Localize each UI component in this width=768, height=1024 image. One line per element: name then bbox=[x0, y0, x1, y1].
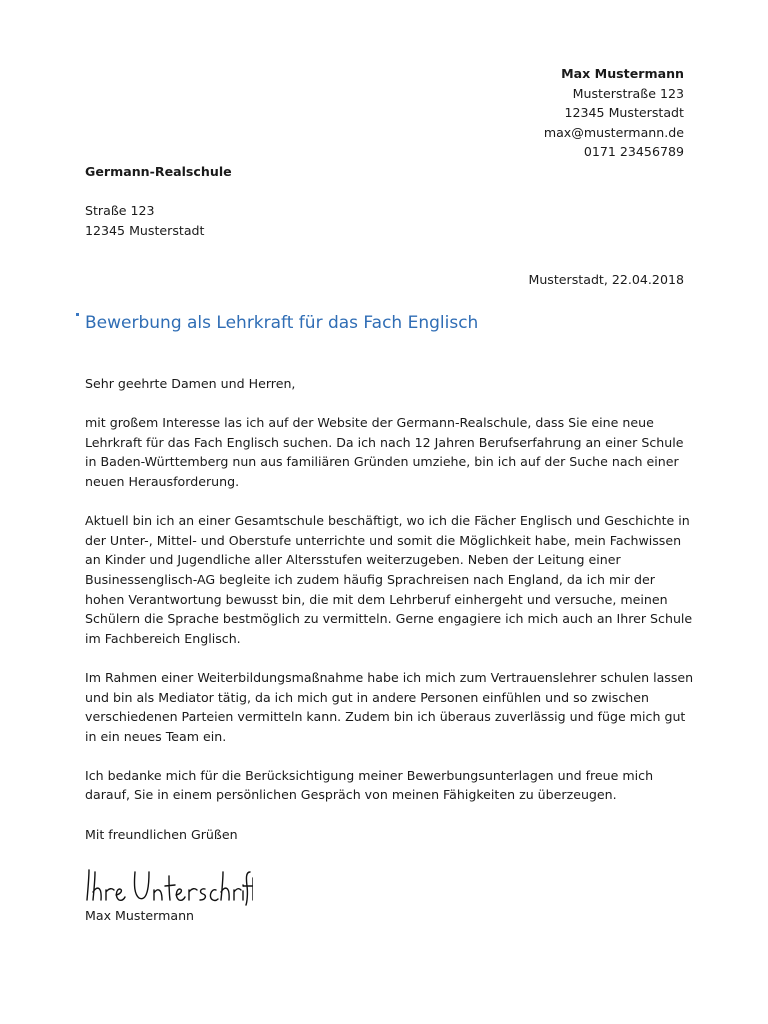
closing: Mit freundlichen Grüßen bbox=[85, 826, 238, 842]
sender-phone: 0171 23456789 bbox=[583, 144, 684, 160]
sender-email: max@mustermann.de bbox=[543, 124, 684, 140]
sender-address-block bbox=[544, 64, 684, 162]
body-paragraph-3: Im Rahmen einer Weiterbildungsmaßnahme habe ich mich zum Vertrauenslehrer schulen lassen und bin als Mediator tätig, da ich mich gut in andere Personen einfühlen und so zwischen verschiedenen Parteien vermitteln kann. Zudem bin ich überaus zuverlässig und füge mich gut in ein neues Team ein. bbox=[85, 669, 694, 744]
handwritten-signature bbox=[83, 864, 253, 906]
letter-body bbox=[85, 374, 695, 945]
body-paragraph-1: mit großem Interesse las ich auf der Website der Germann-Realschule, dass Sie eine neue Lehrkraft für das Fach Englisch suchen. Da ich nach 12 Jahren Berufserfahrung an einer Schule in Baden-Württemberg nun aus familiären Gründen umziehe, bin ich auf der Suche nach einer neuen Herausforderung. bbox=[85, 415, 684, 489]
sender-name: Max Mustermann bbox=[561, 66, 684, 81]
body-paragraph-4: Ich bedanke mich für die Berücksichtigung meiner Bewerbungsunterlagen und freue mich darauf, Sie in einem persönlichen Gespräch von meinen Fähigkeiten zu überzeugen. bbox=[85, 767, 654, 803]
recipient-street: Straße 123 bbox=[85, 203, 155, 219]
body-paragraph-2: Aktuell bin ich an einer Gesamtschule beschäftigt, wo ich die Fächer Englisch und Geschichte in der Unter-, Mittel- und Oberstufe unterrichte und somit die Möglichkeit habe, mein Fachwissen an Kinder und Jugendliche aller Altersstufen weiterzugeben. Neben der Leitung einer Businessenglisch-AG begleite ich zudem häufig Sprachreisen nach England, da ich mir der hohen Verantwortung bewusst bin, die mit dem Lehrberuf einhergeht und versuche, meinen Schülern die Sprache bestmöglich zu vermitteln. Gerne engagiere ich mich auch an Ihrer Schule im Fachbereich Englisch. bbox=[85, 513, 693, 646]
recipient-city: 12345 Musterstadt bbox=[85, 222, 205, 238]
signer-name: Max Mustermann bbox=[85, 907, 195, 923]
letter-date: Musterstadt, 22.04.2018 bbox=[528, 272, 684, 287]
recipient-school: Germann-Realschule bbox=[85, 164, 232, 179]
subject-marker bbox=[76, 313, 79, 316]
letter-subject: Bewerbung als Lehrkraft für das Fach Englisch bbox=[85, 313, 479, 333]
salutation: Sehr geehrte Damen und Herren, bbox=[85, 376, 296, 391]
sender-city: 12345 Musterstadt bbox=[564, 105, 684, 121]
sender-street: Musterstraße 123 bbox=[572, 85, 684, 101]
recipient-address-block bbox=[85, 162, 232, 240]
